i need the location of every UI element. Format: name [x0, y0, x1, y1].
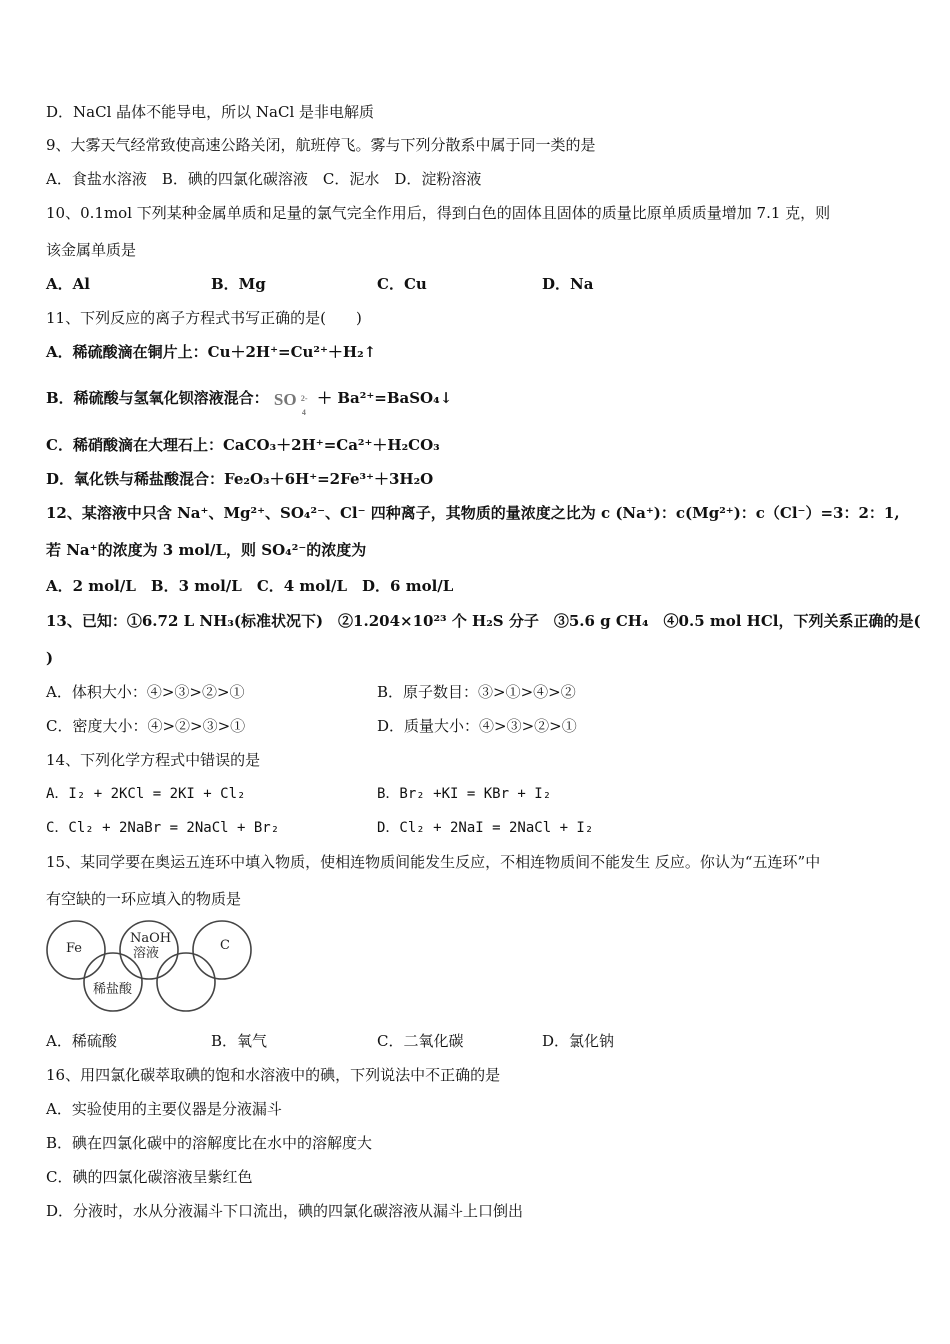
q12-stem-1: 12、某溶液中只含 Na⁺、Mg²⁺、SO₄²⁻、Cl⁻ 四种离子，其物质的量浓度之比为 c (Na⁺)：c(Mg²⁺)：c（Cl⁻）=3：2：1,: [46, 504, 900, 522]
q15-stem-1: 15、某同学要在奥运五连环中填入物质，使相连物质间能发生反应，不相连物质间不能发生 反应。你认为“五连环”中: [46, 853, 821, 871]
q12-options: A．2 mol/L B．3 mol/L C．4 mol/L D．6 mol/L: [46, 577, 454, 595]
q13-option-c: C．密度大小：④>②>③>①: [46, 717, 246, 735]
q15-stem-2: 有空缺的一环应填入的物质是: [46, 890, 242, 908]
q13-option-b: B．原子数目：③>①>④>②: [377, 683, 576, 701]
q10-option-d: D．Na: [542, 275, 594, 293]
q15-option-a: A．稀硫酸: [46, 1032, 117, 1050]
q10-option-c: C．Cu: [377, 275, 427, 293]
ring-label-solution: 溶液: [133, 946, 160, 961]
q10-stem-1: 10、0.1mol 下列某种金属单质和足量的氯气完全作用后，得到白色的固体且固体的质量比原单质质量增加 7.1 克，则: [46, 204, 831, 222]
ring-label-c: C: [220, 938, 230, 953]
q10-stem-2: 该金属单质是: [46, 241, 137, 259]
q15-option-c: C．二氧化碳: [377, 1032, 464, 1050]
q16-option-a: A．实验使用的主要仪器是分液漏斗: [46, 1100, 282, 1118]
q11-option-c: C．稀硝酸滴在大理石上：CaCO₃＋2H⁺=Ca²⁺＋H₂CO₃: [46, 436, 440, 454]
q16-option-d: D．分液时，水从分液漏斗下口流出，碘的四氯化碳溶液从漏斗上口倒出: [46, 1202, 524, 1220]
q11-option-d: D．氧化铁与稀盐酸混合：Fe₂O₃＋6H⁺=2Fe³⁺＋3H₂O: [46, 470, 434, 488]
q15-option-d: D．氯化钠: [542, 1032, 615, 1050]
q13-option-d: D．质量大小：④>③>②>①: [377, 717, 577, 735]
q16-option-b: B．碘在四氯化碳中的溶解度比在水中的溶解度大: [46, 1134, 373, 1152]
olympic-rings-diagram: [44, 918, 259, 1018]
q14-option-a: A．I₂ + 2KCl = 2KI + Cl₂: [46, 786, 246, 802]
q11-stem: 11、下列反应的离子方程式书写正确的是( ): [46, 309, 362, 327]
ring-label-fe: Fe: [66, 941, 83, 956]
q8-option-d: D．NaCl 晶体不能导电，所以 NaCl 是非电解质: [46, 103, 375, 121]
ring-label-naoh: NaOH: [130, 931, 172, 946]
ring-label-hcl: 稀盐酸: [93, 982, 133, 997]
q9-options: A．食盐水溶液 B．碘的四氯化碳溶液 C．泥水 D．淀粉溶液: [46, 170, 482, 188]
sulfate-subscript: 4: [301, 408, 306, 417]
sulfate-charge: 2-: [300, 394, 308, 403]
q14-option-d: D．Cl₂ + 2NaI = 2NaCl + I₂: [377, 820, 594, 836]
q13-stem-1: 13、已知：①6.72 L NH₃(标准状况下) ②1.204×10²³ 个 H₂S 分子 ③5.6 g CH₄ ④0.5 mol HCl，下列关系正确的是(: [46, 612, 921, 630]
q10-option-b: B．Mg: [211, 275, 266, 293]
q9-stem: 9、大雾天气经常致使高速公路关闭，航班停飞。雾与下列分散系中属于同一类的是: [46, 136, 596, 154]
q10-option-a: A．Al: [46, 275, 90, 293]
q11-option-b: [46, 382, 910, 417]
sulfate-so: SO: [273, 390, 297, 409]
sulfate-formula: [273, 384, 312, 417]
q15-option-b: B．氧气: [211, 1032, 268, 1050]
q14-option-b: B．Br₂ +KI = KBr + I₂: [377, 786, 552, 802]
q13-option-a: A．体积大小：④>③>②>①: [46, 683, 245, 701]
q11-option-b-prefix: B．稀硫酸与氢氧化钡溶液混合：: [46, 389, 269, 407]
q14-option-c: C．Cl₂ + 2NaBr = 2NaCl + Br₂: [46, 820, 280, 836]
q13-stem-2: ): [46, 649, 54, 667]
ring-empty: [157, 953, 215, 1011]
q11-option-a: A．稀硫酸滴在铜片上：Cu＋2H⁺=Cu²⁺＋H₂↑: [46, 343, 377, 361]
q14-stem: 14、下列化学方程式中错误的是: [46, 751, 261, 769]
q12-stem-2: 若 Na⁺的浓度为 3 mol/L，则 SO₄²⁻的浓度为: [46, 541, 367, 559]
q16-stem: 16、用四氯化碳萃取碘的饱和水溶液中的碘，下列说法中不正确的是: [46, 1066, 501, 1084]
q11-option-b-suffix: ＋ Ba²⁺=BaSO₄↓: [317, 389, 453, 407]
q16-option-c: C．碘的四氯化碳溶液呈紫红色: [46, 1168, 253, 1186]
